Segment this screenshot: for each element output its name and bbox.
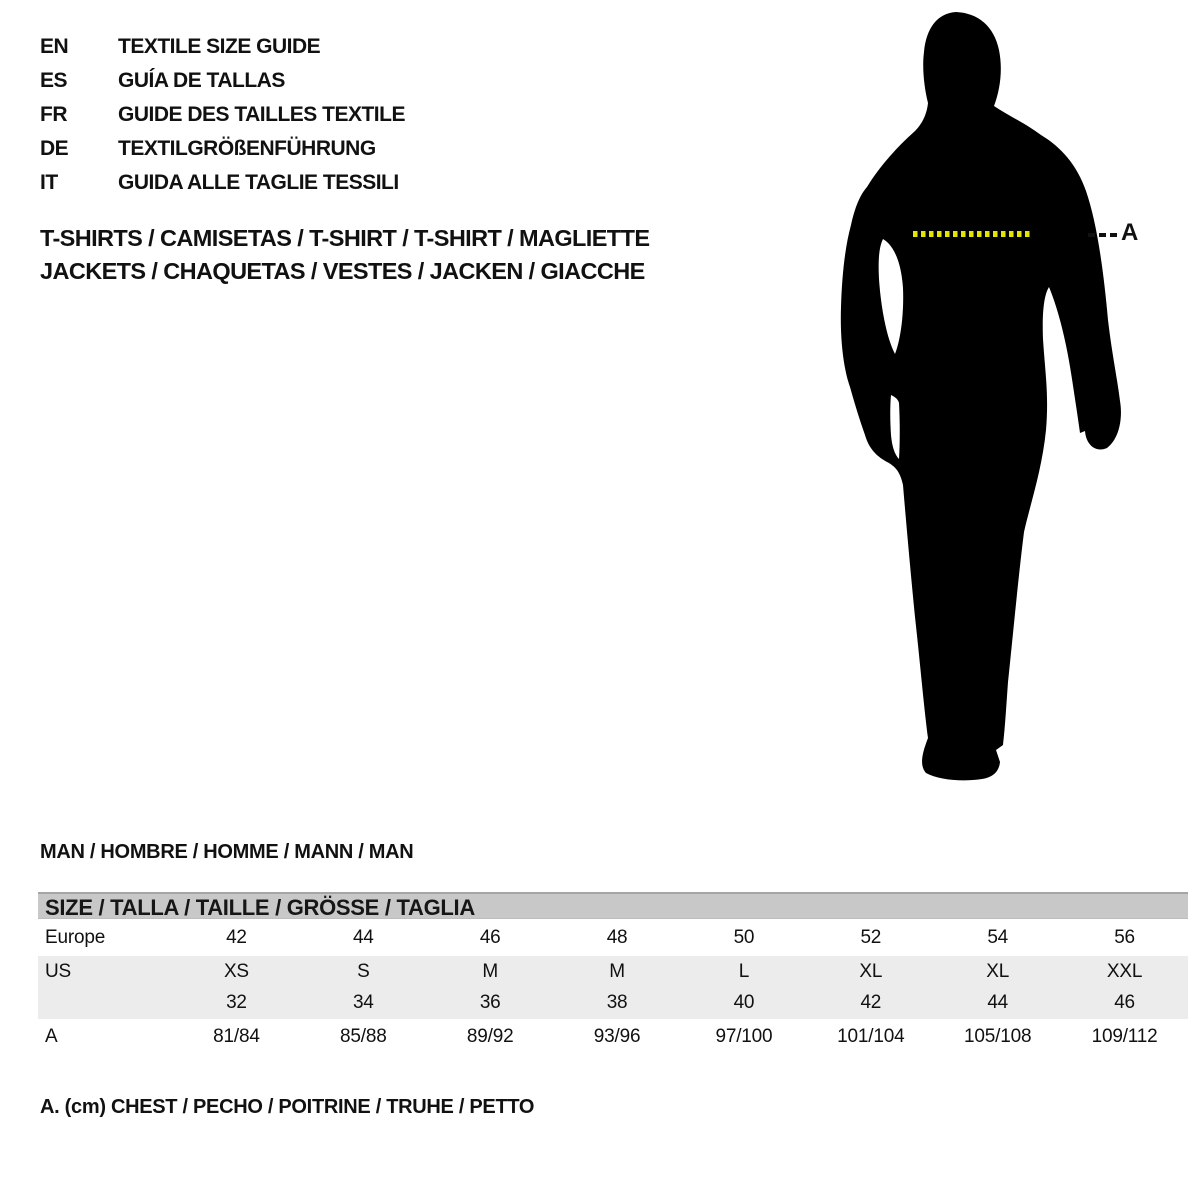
size-cell: 36 <box>479 992 501 1013</box>
language-row-it <box>40 166 405 200</box>
chest-measure-dotted-line <box>913 231 1031 237</box>
size-table <box>38 892 1188 1055</box>
measure-label-a: A <box>1121 219 1139 246</box>
size-cell: 54 <box>987 926 1009 948</box>
size-table-row-us <box>38 956 1188 987</box>
row-label: Europe <box>45 926 106 948</box>
guide-title: GUÍA DE TALLAS <box>118 69 285 92</box>
size-cell: 85/88 <box>340 1026 387 1047</box>
language-code: EN <box>40 35 69 58</box>
size-table-row-europe <box>38 919 1188 956</box>
guide-title: GUIDA ALLE TAGLIE TESSILI <box>118 171 399 194</box>
language-row-fr <box>40 98 405 132</box>
size-cell: XS <box>223 960 249 982</box>
language-row-es <box>40 64 405 98</box>
category-line-jackets: JACKETS / CHAQUETAS / VESTES / JACKEN / GIACCHE <box>40 258 645 284</box>
gender-header: MAN / HOMBRE / HOMME / MANN / MAN <box>40 841 414 863</box>
man-silhouette-body <box>841 12 1121 780</box>
size-cell: 34 <box>352 992 374 1013</box>
language-row-de <box>40 132 405 166</box>
language-code: FR <box>40 103 67 126</box>
category-line-tshirts: T-SHIRTS / CAMISETAS / T-SHIRT / T-SHIRT / MAGLIETTE <box>40 225 650 251</box>
size-cell: XL <box>859 960 883 982</box>
measurement-footnote: A. (cm) CHEST / PECHO / POITRINE / TRUHE / PETTO <box>40 1096 535 1118</box>
size-cell: 101/104 <box>837 1026 905 1047</box>
size-cell: 42 <box>860 992 882 1013</box>
size-cell: 56 <box>1114 926 1135 948</box>
size-table-row-a <box>38 1019 1188 1055</box>
guide-title: TEXTILE SIZE GUIDE <box>118 35 321 58</box>
size-cell: 48 <box>606 926 628 948</box>
row-label: A <box>45 1026 58 1047</box>
language-code: ES <box>40 69 68 92</box>
size-cell: M <box>482 960 498 982</box>
size-table-rows <box>38 919 1188 1055</box>
size-table-row-intl <box>38 987 1188 1019</box>
man-silhouette <box>828 8 1128 788</box>
category-lines <box>40 222 649 288</box>
size-cell: 42 <box>226 926 247 948</box>
guide-title: GUIDE DES TAILLES TEXTILE <box>118 103 405 126</box>
size-cell: 97/100 <box>715 1026 773 1047</box>
size-cell: XL <box>986 960 1010 982</box>
size-cell: XXL <box>1106 960 1143 982</box>
size-cell: 89/92 <box>466 1026 514 1047</box>
size-cell: 52 <box>860 926 882 948</box>
size-cell: 81/84 <box>213 1026 260 1047</box>
language-code: DE <box>40 137 69 160</box>
size-cell: 46 <box>479 926 501 948</box>
size-cell: 50 <box>733 926 755 948</box>
size-cell: M <box>609 960 625 982</box>
size-cell: 44 <box>987 992 1009 1013</box>
row-label: US <box>45 960 71 982</box>
language-code: IT <box>40 171 58 194</box>
size-cell: L <box>738 960 750 982</box>
language-row-en <box>40 30 405 64</box>
size-cell: 46 <box>1114 992 1135 1013</box>
size-cell: 44 <box>352 926 374 948</box>
size-cell: 32 <box>226 992 247 1013</box>
size-cell: 109/112 <box>1091 1026 1158 1047</box>
language-title-list <box>40 30 405 200</box>
size-cell: 93/96 <box>593 1026 641 1047</box>
size-cell: S <box>357 960 370 982</box>
size-cell: 40 <box>733 992 755 1013</box>
guide-title: TEXTILGRÖßENFÜHRUNG <box>118 137 376 160</box>
size-cell: 105/108 <box>964 1026 1032 1047</box>
size-cell: 38 <box>606 992 628 1013</box>
measure-pointer-dash <box>1088 233 1118 237</box>
size-table-header-band: SIZE / TALLA / TAILLE / GRÖSSE / TAGLIA <box>38 892 1188 919</box>
